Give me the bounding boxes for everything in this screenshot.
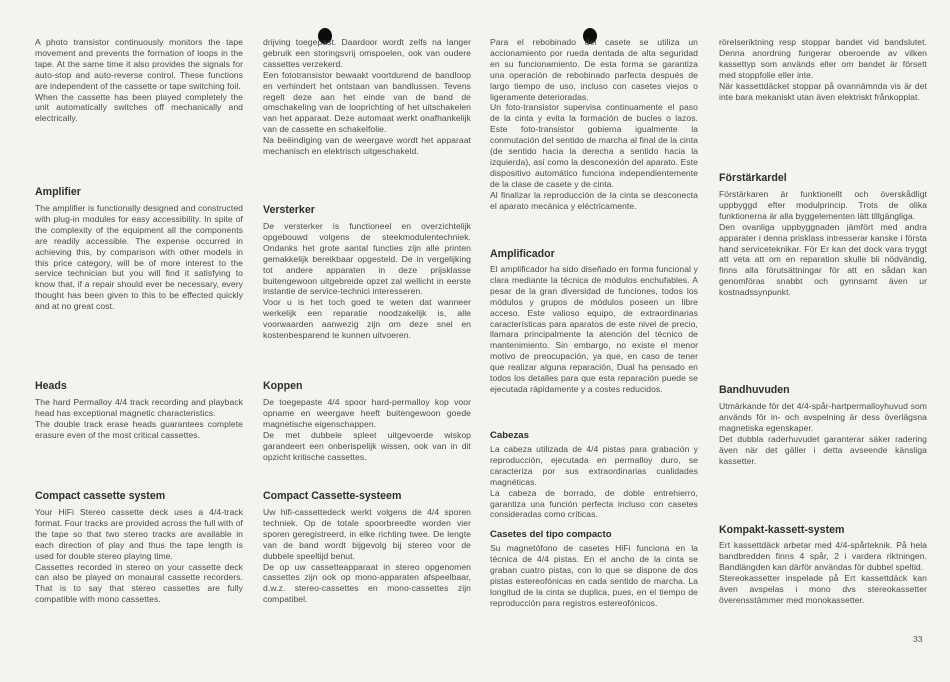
versterker-heading: Versterker [263, 204, 315, 216]
intro-section [719, 37, 927, 102]
intro-text: A photo transistor continuously monitors the tape movement and prevents the formation of loops in the tape. At the same time it also provides the signals for auto-stop and auto-reverse control. These functions are independent of the cassette or tape switching foil. When the cassette has been played completely the unit automatically switches off mechanically and electrically. [35, 37, 243, 124]
kompakt-heading: Kompakt-kassett-system [719, 524, 845, 536]
amplificador-heading: Amplificador [490, 248, 555, 260]
amplifier-section [35, 186, 243, 312]
casetes-section [490, 529, 698, 608]
cabezas-heading: Cabezas [490, 430, 529, 441]
amplificador-section [490, 248, 698, 395]
compact-section [35, 490, 243, 605]
compact-heading: Compact Cassette-systeem [263, 490, 402, 502]
intro-text: drijving toegepast. Daardoor wordt zelfs na langer gebruik een storingsvrij omspoelen, ook van oudere cassettes verzekerd. Een fototransistor bewaakt voortdurend de bandloop en verhindert het ontstaan van bandlussen. Tevens regelt deze aan het einde van de band de omschakeling van de looprichting of het uitschakelen van het apparaat. Deze automaat werkt onafhankelijk van de cassette en schakelfolie. Na beëindiging van de weergave wordt het apparaat mechanisch en elektrisch uitgeschakeld. [263, 37, 471, 157]
amplifier-text: The amplifier is functionally designed and constructed with plug-in modules for easy accessibility. In spite of the complexity of the equipment all the components are readily accessible. The expense occurred in achieving this, by comparison with other models in this price category, will be of more interest to the service technician but you will find it satisfying to know that, if a repair should ever be necessary, every thought has been given to this to be effected quickly and at no great cost. [35, 203, 243, 312]
bandhuvuden-section [719, 384, 927, 466]
casetes-heading: Casetes del tipo compacto [490, 529, 612, 540]
forstarkardel-section [719, 172, 927, 298]
heads-heading: Heads [35, 380, 67, 392]
bandhuvuden-heading: Bandhuvuden [719, 384, 790, 396]
cabezas-section [490, 430, 698, 520]
bandhuvuden-text: Utmärkande för det 4/4-spår-hartpermalloyhuvud som används för in- och avspelning är dess överlägsna magnetiska egenskaper. Det dubbla raderhuvudet garanterar säker radering även när det gäller i detta avseende känsliga kassetter. [719, 401, 927, 466]
page-number: 33 [913, 634, 923, 644]
kompakt-section [719, 524, 927, 605]
compact-text: Uw hifi-cassettedeck werkt volgens de 4/4 sporen techniek. Op de totale spoorbreedte worden vier sporen geregistreerd, in elke richting twee. De lengte van de band wordt bijgevolg bij stereo voor de dubbele speeltijd benut. De op uw cassetteapparaat in stereo opgenomen cassettes zijn ook op mono-apparaten afspeelbaar, d.w.z. stereo-cassettes en mono-cassettes zijn compatibel. [263, 507, 471, 605]
kompakt-text: Ert kassettdäck arbetar med 4/4-spårteknik. På hela bandbredden finns 4 spår, 2 i vardera riktningen. Bandlängden kan därför användas för dubbel speltid. Stereokassetter inspelade på Ert kassettdäck kan även avspelas i mono dvs stereokassetter överensstämmer med monokassetter. [719, 540, 927, 605]
versterker-section [263, 204, 471, 341]
intro-text: Para el rebobinado del casete se utiliza un accionamiento por rueda dentada de alta seguridad en su funcionamiento. De esta forma se garantiza una operación de rebobinado parfecta después de largo tiempo de uso, incluso con casetes viejos o ligeramente deterioradas. Un foto-transistor supervisa continuamente el paso de la cinta y evita la formación de bucles o lazos. Este foto-transistor gobierna igualmente la conmutación del sentido de marcha al final de la cinta (de sentido hacia la derecha a sentido hacia la izquierda), así como la desconexión del aparato. Este dispositivo automático funciona independientemente de la clase de casete y de cinta. Al finalizar la reproducción de la cinta se desconecta el aparato mecánica y eléctricamente. [490, 37, 698, 211]
compact-heading: Compact cassette system [35, 490, 166, 502]
intro-section [263, 37, 471, 157]
cabezas-text: La cabeza utilizada de 4/4 pistas para grabación y reproducción, ejecutada en permalloy duro, se caracteriza por sus extraordinarias cualidades magnéticas. La cabeza de borrado, de doble entrehierro, garantiza una función perfecta incluso con casetes consideradas como críticas. [490, 444, 698, 520]
koppen-heading: Koppen [263, 380, 303, 392]
intro-text: rörelseriktning resp stoppar bandet vid bandslutet. Denna anordning fungerar oberoende av vilken kassettyp som används eller om bandet är försett med stoppfolie eller inte. När kassettdäcket stoppar på ovannämnda vis är det inte bara mekaniskt utan även elektriskt frånkopplat. [719, 37, 927, 102]
forstarkardel-heading: Förstärkardel [719, 172, 787, 184]
koppen-text: De toegepaste 4/4 spoor hard-permalloy kop voor opname en weergave heeft buitengewoon goede magnetische eigenschappen. De met dubbele spleet uitgevoerde wiskop garandeert een onberispelijk wissen, ook van in dit opzicht kritische cassettes. [263, 397, 471, 462]
heads-text: The hard Permalloy 4/4 track recording and playback head has exceptional magnetic characteristics. The double track erase heads guarantees complete erasure even of the most critical cassettes. [35, 397, 243, 440]
casetes-text: Su magnetófono de casetes HiFi funciona en la técnica de 4/4 pistas. En el ancho de la cinta se graban cuatro pistas, con lo que se dispone de dos pistas estereofónicas en cada sentido de marcha. La longitud de la cinta se duplica, pues, en el tiempo de reproducción para registros estereofónicos. [490, 543, 698, 608]
heads-section [35, 380, 243, 441]
intro-section [35, 37, 243, 124]
intro-section [490, 37, 698, 212]
amplifier-heading: Amplifier [35, 186, 81, 198]
compact-section [263, 490, 471, 605]
compact-text: Your HiFi Stereo cassette deck uses a 4/4-track format. Four tracks are provided across the full with of the tape so that two stereo tracks are available in each direction of play and thus the tape length is used for double stereo playing time. Cassettes recorded in stereo on your cassette deck can also be played on monaural cassette recorders. That is to say that stereo cassettes are fully compatible with mono cassettes. [35, 507, 243, 605]
forstarkardel-text: Förstärkaren är funktionellt och överskådligt uppbyggd efter modulprincip. Trots de olika funktionerna är alla byggelementen lätt tillgängliga. Den ovanliga uppbyggnaden jämfört med andra apparater i denna prisklass intresserar kanske i första hand serviceteknikar. För Er kan det dock vara tryggt att veta att om en reparation skulle bli nödvändig, finns alla förutsättningar för att en sådan kan genomföras snabbt och gynnsamt även ur kostnadssynpunkt. [719, 189, 927, 298]
amplificador-text: El amplificador ha sido diseñado en forma funcional y clara mediante la técnica de módulos enchufables. A pesar de la gran diversidad de funciones, todos los módulos y grupos de módulos poseen un libre acceso. Este valioso equipo, de extraordinarias características para aparatos de este nivel de precio, llamara principalmente la atención del técnico de mantenimiento. Sin embargo, no existe el menor motivo de preocupación, ya que, en caso de tener que realizar alguna reparación, Dual ha pensado en todos los detalles para que esta reparación puede se ejecutada rápidamente y a costes reducidos. [490, 264, 698, 394]
koppen-section [263, 380, 471, 462]
versterker-text: De versterker is functioneel en overzichtelijk opgebouwd volgens de steekmodulentechniek. Ondanks het grote aantal functies zijn alle printen gemakkelijk bereikbaar opgesteld. De in vergelijking tot andere apparaten in deze prijsklasse buitengewoon uitgebreide opzet zal wellicht in eerste instantie de service-technici interesseren. Voor u is het toch goed te weten dat wanneer werkelijk een reparatie noodzakelijk is, alle voorwaarden aanwezig zijn om deze snel en kostenbesparend te kunnen uitvoeren. [263, 221, 471, 341]
